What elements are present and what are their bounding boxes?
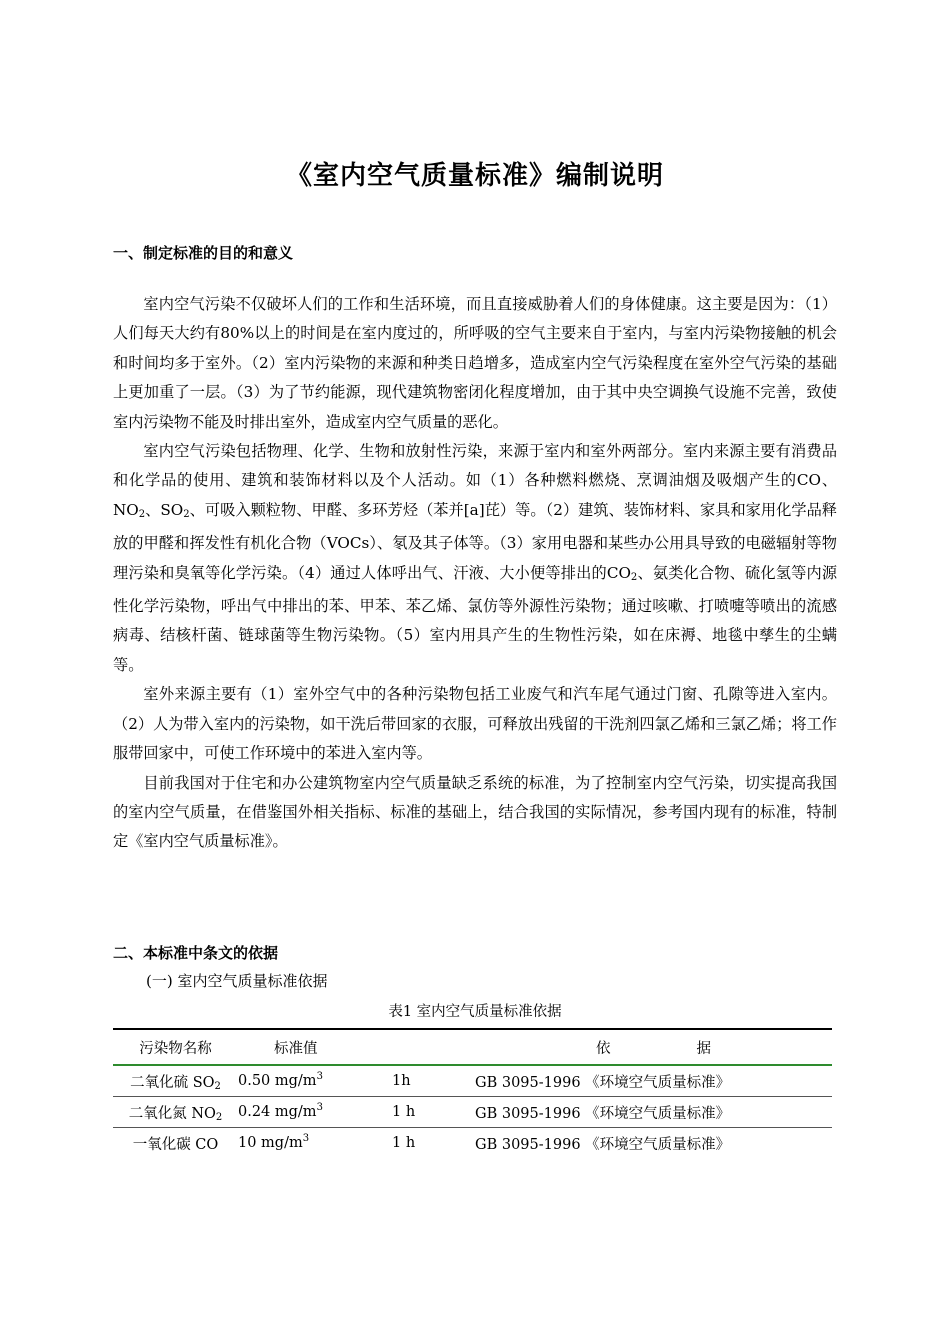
averaging-period: 1 h [392,1135,416,1151]
pollutant-name: 一氧化碳 CO [132,1136,219,1153]
standards-table [113,1028,832,1158]
basis-reference: GB 3095-1996 《环境空气质量标准》 [475,1105,731,1122]
table-row [113,1097,832,1128]
paragraph-4: 目前我国对于住宅和办公建筑物室内空气质量缺乏系统的标准，为了控制室内空气污染，切实提高我国的室内空气质量，在借鉴国外相关指标、标准的基础上，结合我国的实际情况，参考国内现有的标准，特制定《室内空气质量标准》。 [113,773,837,851]
averaging-period: 1h [392,1073,411,1089]
header-pollutant: 污染物名称 [113,1029,238,1065]
header-standard-value: 标准值 [238,1029,392,1065]
section-2-subheading: (一) 室内空气质量标准依据 [146,972,328,990]
pollutant-name: 二氧化硫 $SO_2$ [130,1074,221,1092]
section-2-heading: 二、本标准中条文的依据 [113,944,279,962]
document-title: 《室内空气质量标准》编制说明 [285,161,664,191]
averaging-period: 1 h [392,1104,416,1120]
pollutant-name: 二氧化氮 $NO_2$ [128,1105,223,1123]
header-basis: 依 据 [475,1029,832,1065]
standard-value: 0.24 $mg/m^3$ [238,1102,323,1120]
paragraph-2: 室内空气污染包括物理、化学、生物和放射性污染，来源于室内和室外两部分。室内来源主要有消费品和化学品的使用、建筑和装饰材料以及个人活动。如（1）各种燃料燃烧、烹调油烟及吸烟产生的CO、$NO_2$、$SO_2$、可吸入颗粒物、甲醛、多环芳烃（苯并[a]芘）等。（2）建筑、装饰材料、家具和家用化学品释放的甲醛和挥发性有机化合物（VOCs）、氡及其子体等。（3）家用电器和某些办公用具导致的电磁辐射等物理污染和臭氧等化学污染。（4）通过人体呼出气、汗液、大小便等排出的$CO_2$、氨类化合物、硫化氢等内源性化学污染物，呼出气中排出的苯、甲苯、苯乙烯、氯仿等外源性污染物；通过咳嗽、打喷嚏等喷出的流感病毒、结核杆菌、链球菌等生物污染物。（5）室内用具产生的生物性污染，如在床褥、地毯中孳生的尘螨等。 [113,442,838,674]
section-1-heading: 一、制定标准的目的和意义 [113,244,294,262]
paragraph-1: 室内空气污染不仅破坏人们的工作和生活环境，而且直接威胁着人们的身体健康。这主要是因为：（1）人们每天大约有80%以上的时间是在室内度过的，所呼吸的空气主要来自于室内，与室内污染物接触的机会和时间均多于室外。（2）室内污染物的来源和种类日趋增多，造成室内空气污染程度在室外空气污染的基础上更加重了一层。（3）为了节约能源，现代建筑物密闭化程度增加，由于其中央空调换气设施不完善，致使室内污染物不能及时排出室外，造成室内空气质量的恶化。 [113,295,837,431]
paragraph-3: 室外来源主要有（1）室外空气中的各种污染物包括工业废气和汽车尾气通过门窗、孔隙等进入室内。（2）人为带入室内的污染物，如干洗后带回家的衣服，可释放出残留的干洗剂四氯乙烯和三氯乙烯；将工作服带回家中，可使工作环境中的苯进入室内等。 [113,685,837,763]
basis-reference: GB 3095-1996 《环境空气质量标准》 [475,1074,731,1091]
table-row [113,1128,832,1159]
basis-reference: GB 3095-1996 《环境空气质量标准》 [475,1136,731,1153]
section-1-body [113,290,837,857]
table-header-row [113,1029,832,1065]
standard-value: 0.50 $mg/m^3$ [238,1071,323,1089]
table-caption: 表1 室内空气质量标准依据 [388,1004,562,1020]
standard-value: 10 $mg/m^3$ [238,1133,310,1151]
table-row [113,1065,832,1097]
